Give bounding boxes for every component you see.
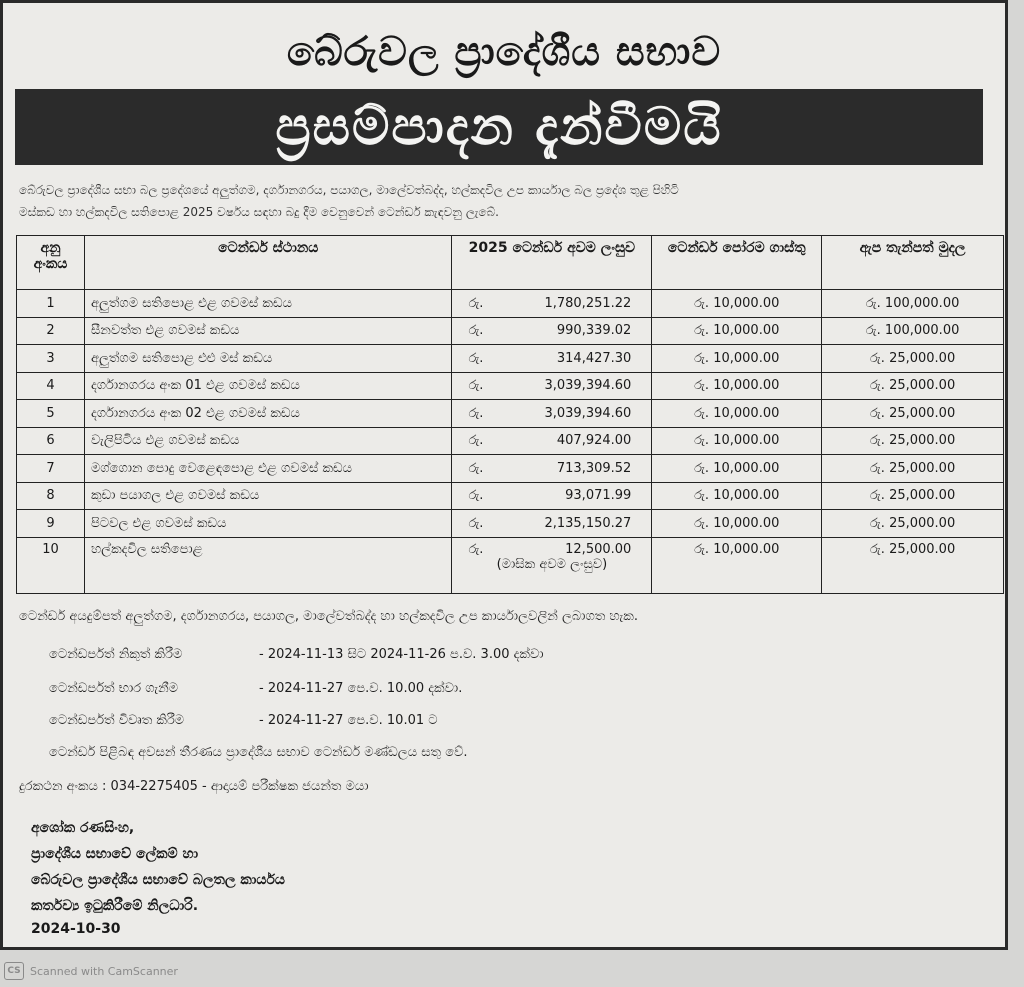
row-location: වැලිපිටිය එළ ගවමස් කඩය [84, 427, 451, 455]
schedule-label: ටෙන්ඩර්පත් භාර ගැනීම [49, 681, 179, 696]
deposit-value: 25,000.00 [889, 405, 956, 421]
currency-label: රු. [694, 460, 710, 476]
currency-label: රු. [694, 488, 710, 504]
row-deposit [822, 510, 1004, 538]
row-deposit [822, 372, 1004, 400]
row-no: 10 [17, 537, 85, 593]
form-fee-value: 10,000.00 [713, 460, 780, 476]
row-min-bid [452, 400, 652, 428]
row-location: සීනවත්ත එළ ගවමස් කඩය [84, 317, 451, 345]
form-fee-value: 10,000.00 [713, 515, 780, 531]
min-bid-value: 93,071.99 [565, 488, 632, 504]
currency-label: රු. [468, 515, 484, 531]
min-bid-value: 713,309.52 [556, 460, 632, 476]
schedule-value: - 2024-11-13 සිට 2024-11-26 ප.ව. 3.00 දක්වා [259, 647, 544, 662]
currency-label: රු. [865, 295, 881, 311]
form-fee-value: 10,000.00 [713, 405, 780, 421]
table-row [17, 345, 1004, 373]
deposit-value: 25,000.00 [889, 378, 956, 394]
table-row [17, 427, 1004, 455]
form-fee-value: 10,000.00 [713, 295, 780, 311]
row-no: 9 [17, 510, 85, 538]
row-min-bid [452, 510, 652, 538]
row-no: 6 [17, 427, 85, 455]
table-row [17, 455, 1004, 483]
notice-date: 2024-10-30 [31, 921, 121, 937]
header-deposit: ඇප තැන්පත් මුදල [822, 236, 1004, 290]
currency-label: රු. [694, 541, 710, 557]
row-no: 5 [17, 400, 85, 428]
row-deposit [822, 400, 1004, 428]
signature-block [31, 815, 285, 919]
row-location: පිටවල එළ ගවමස් කඩය [84, 510, 451, 538]
currency-label: රු. [468, 460, 484, 476]
deposit-value: 25,000.00 [889, 460, 956, 476]
schedule-value: - 2024-11-27 පෙ.ව. 10.01 ට [259, 713, 438, 728]
min-bid-value: 407,924.00 [556, 433, 632, 449]
form-fee-value: 10,000.00 [713, 350, 780, 366]
currency-label: රු. [468, 350, 484, 366]
row-min-bid [452, 427, 652, 455]
min-bid-value: 12,500.00 [565, 541, 632, 557]
contact-line: දුරකථන අංකය : 034-2275405 - ආදායම් පරීක්ෂක ජයන්ත මයා [19, 779, 369, 794]
form-fee-value: 10,000.00 [713, 488, 780, 504]
row-form-fee [652, 372, 822, 400]
currency-label: රු. [468, 323, 484, 339]
row-no: 8 [17, 482, 85, 510]
schedule-label: ටෙන්ඩර්පත් නිකුත් කිරීම [49, 647, 183, 662]
currency-label: රු. [468, 433, 484, 449]
row-form-fee [652, 537, 822, 593]
row-form-fee [652, 400, 822, 428]
min-bid-note: (මාසික අවම ලංසුව) [496, 556, 608, 572]
row-location: දර්ගානගරය අංක 01 එළ ගවමස් කඩය [84, 372, 451, 400]
row-form-fee [652, 510, 822, 538]
min-bid-value: 314,427.30 [556, 350, 632, 366]
currency-label: රු. [865, 323, 881, 339]
row-location: අලුත්ගම සතිපොළ එළු මස් කඩය [84, 345, 451, 373]
min-bid-value: 3,039,394.60 [544, 378, 632, 394]
table-row [17, 482, 1004, 510]
intro-paragraph [19, 179, 999, 223]
scanner-watermark [4, 962, 178, 980]
currency-label: රු. [694, 515, 710, 531]
row-form-fee [652, 482, 822, 510]
row-min-bid [452, 372, 652, 400]
row-deposit [822, 427, 1004, 455]
row-deposit [822, 345, 1004, 373]
watermark-text: Scanned with CamScanner [30, 964, 178, 978]
row-form-fee [652, 345, 822, 373]
row-no: 1 [17, 290, 85, 318]
table-row [17, 400, 1004, 428]
row-no: 3 [17, 345, 85, 373]
min-bid-value: 1,780,251.22 [544, 295, 632, 311]
table-row [17, 290, 1004, 318]
currency-label: රු. [694, 433, 710, 449]
row-min-bid [452, 537, 652, 593]
table-row [17, 537, 1004, 593]
row-no: 7 [17, 455, 85, 483]
deposit-value: 25,000.00 [889, 433, 956, 449]
row-location: මග්ගොන පොදු වෙළෙඳපොළ එළ ගවමස් කඩය [84, 455, 451, 483]
schedule-item [49, 681, 462, 696]
header-no: අනු අංකය [17, 236, 85, 290]
min-bid-value: 2,135,150.27 [544, 515, 632, 531]
row-deposit [822, 455, 1004, 483]
schedule-label: ටෙන්ඩර්පත් විවෘත කිරීම [49, 713, 185, 728]
currency-label: රු. [694, 323, 710, 339]
table-row [17, 317, 1004, 345]
deposit-value: 25,000.00 [889, 515, 956, 531]
form-fee-value: 10,000.00 [713, 323, 780, 339]
currency-label: රු. [694, 350, 710, 366]
currency-label: රු. [468, 378, 484, 394]
signatory-title: බේරුවල ප්‍රාදේශීය සභාවේ බලතල කාර්යය [31, 872, 285, 888]
form-fee-value: 10,000.00 [713, 378, 780, 394]
row-min-bid [452, 317, 652, 345]
deposit-value: 25,000.00 [889, 350, 956, 366]
currency-label: රු. [468, 405, 484, 421]
row-location: දර්ගානගරය අංක 02 එළ ගවමස් කඩය [84, 400, 451, 428]
intro-line: බේරුවල ප්‍රාදේශීය සභා බල ප්‍රදේශයේ අලුත්ගම, දර්ගානගරය, පයාගල, මාලේවත්බද්ද, හල්කදවිල උප කාර්යාල බල ප්‍රදේශ තුළ පිහිටි [19, 183, 679, 197]
currency-label: රු. [869, 378, 885, 394]
row-no: 2 [17, 317, 85, 345]
schedule-value: - 2024-11-27 පෙ.ව. 10.00 දක්වා. [259, 681, 463, 696]
currency-label: රු. [694, 405, 710, 421]
min-bid-value: 3,039,394.60 [544, 405, 632, 421]
intro-line: මස්කඩ හා හල්කදවිල සතිපොළ 2025 වර්ෂය සඳහා බදු දීම වෙනුවෙන් ටෙන්ඩර් කැඳවනු ලැබේ. [19, 205, 499, 219]
currency-label: රු. [869, 541, 885, 557]
currency-label: රු. [869, 460, 885, 476]
form-fee-value: 10,000.00 [713, 433, 780, 449]
currency-label: රු. [869, 350, 885, 366]
row-deposit [822, 290, 1004, 318]
row-form-fee [652, 427, 822, 455]
signatory-name: අශෝක රණසිංහ, [31, 820, 135, 836]
row-form-fee [652, 317, 822, 345]
currency-label: රු. [468, 295, 484, 311]
row-deposit [822, 537, 1004, 593]
deposit-value: 25,000.00 [889, 541, 956, 557]
row-deposit [822, 482, 1004, 510]
decision-note: ටෙන්ඩර් පිළිබඳ අවසන් තීරණය ප්‍රාදේශීය සභාව ටෙන්ඩර් මණ්ඩලය සතු වේ. [49, 745, 468, 760]
header-location: ටෙන්ඩර් ස්ථානය [84, 236, 451, 290]
schedule-item [49, 647, 544, 662]
notice-banner: ප්‍රසම්පාදන දැන්වීමයි [15, 89, 983, 165]
deposit-value: 100,000.00 [884, 295, 960, 311]
row-form-fee [652, 290, 822, 318]
deposit-value: 100,000.00 [884, 323, 960, 339]
currency-label: රු. [869, 405, 885, 421]
council-title: බේරුවල ප්‍රාදේශීය සභාව [286, 29, 722, 75]
tender-table [16, 235, 1004, 594]
row-form-fee [652, 455, 822, 483]
form-fee-value: 10,000.00 [713, 541, 780, 557]
camscanner-icon: CS [4, 962, 24, 980]
currency-label: රු. [468, 541, 484, 557]
signatory-title: කර්තව්‍ය ඉටුකිරීමේ නිලධාරි. [31, 898, 199, 914]
deposit-value: 25,000.00 [889, 488, 956, 504]
header-form-fee: ටෙන්ඩර් පෝරම ගාස්තු [652, 236, 822, 290]
currency-label: රු. [869, 433, 885, 449]
table-row [17, 372, 1004, 400]
currency-label: රු. [694, 295, 710, 311]
availability-note: ටෙන්ඩර් අයදුම්පත් අලුත්ගම, දර්ගානගරය, පයාගල, මාලේවත්බද්ද හා හල්කදවිල උප කාර්යාලවලින් ලබාගත හැක. [19, 609, 638, 624]
min-bid-value: 990,339.02 [556, 323, 632, 339]
table-header-row [17, 236, 1004, 290]
currency-label: රු. [694, 378, 710, 394]
schedule-item [49, 713, 438, 728]
row-no: 4 [17, 372, 85, 400]
row-location: හල්කදවිල සතිපොළ [84, 537, 451, 593]
row-min-bid [452, 482, 652, 510]
row-location: කුඩා පයාගල එළ ගවමස් කඩය [84, 482, 451, 510]
row-location: අලුත්ගම සතිපොළ එළ ගවමස් කඩය [84, 290, 451, 318]
currency-label: රු. [869, 515, 885, 531]
currency-label: රු. [869, 488, 885, 504]
header-min-bid: 2025 ටෙන්ඩර් අවම ලංසුව [452, 236, 652, 290]
row-min-bid [452, 455, 652, 483]
signatory-title: ප්‍රාදේශීය සභාවේ ලේකම් හා [31, 846, 199, 862]
currency-label: රු. [468, 488, 484, 504]
row-deposit [822, 317, 1004, 345]
row-min-bid [452, 345, 652, 373]
table-row [17, 510, 1004, 538]
row-min-bid [452, 290, 652, 318]
